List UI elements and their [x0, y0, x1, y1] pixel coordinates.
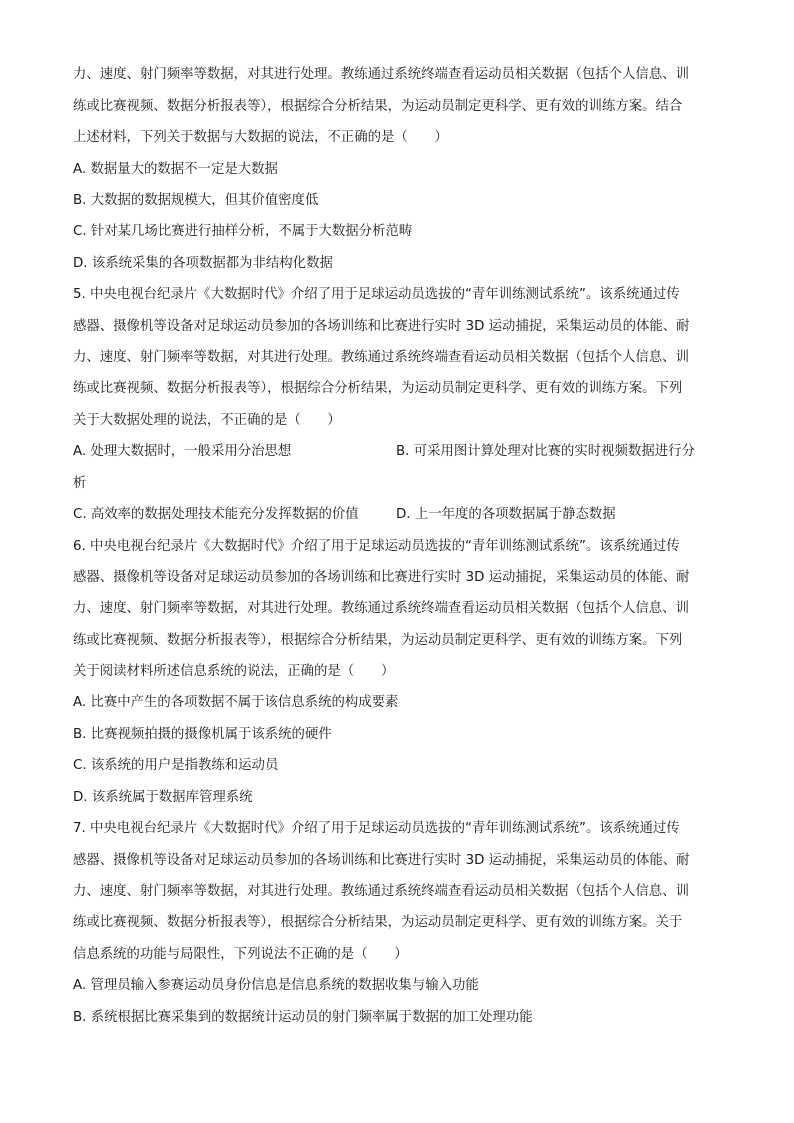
q4-stem-line-3: 上述材料，下列关于数据与大数据的说法，不正确的是（ ） — [73, 130, 448, 145]
q4-option-d: D. 该系统采集的各项数据都为非结构化数据 — [73, 256, 333, 271]
q6-option-c: C. 该系统的用户是指教练和运动员 — [73, 758, 279, 773]
q6-stem-line-5: 关于阅读材料所述信息系统的说法，正确的是（ ） — [73, 664, 395, 679]
q7-stem-line-1: 7. 中央电视台纪录片《大数据时代》介绍了用于足球运动员选拔的“青年训练测试系统”。该系统通过传 — [73, 821, 680, 836]
q7-stem-line-2: 感器、摄像机等设备对足球运动员参加的各场训练和比赛进行实时 3D 运动捕捉，采集运动员的体能、耐 — [73, 853, 690, 868]
q5-stem-line-5: 关于大数据处理的说法，不正确的是（ ） — [73, 413, 341, 428]
q4-option-c: C. 针对某几场比赛进行抽样分析，不属于大数据分析范畴 — [73, 224, 413, 239]
q7-option-a: A. 管理员输入参赛运动员身份信息是信息系统的数据收集与输入功能 — [73, 978, 479, 993]
q6-stem-line-1: 6. 中央电视台纪录片《大数据时代》介绍了用于足球运动员选拔的“青年训练测试系统”。该系统通过传 — [73, 539, 680, 554]
q4-stem-line-1: 力、速度、射门频率等数据，对其进行处理。教练通过系统终端查看运动员相关数据（包括个人信息、训 — [73, 67, 689, 82]
q5-stem-line-2: 感器、摄像机等设备对足球运动员参加的各场训练和比赛进行实时 3D 运动捕捉，采集运动员的体能、耐 — [73, 319, 690, 334]
q5-option-b-wrap: 析 — [73, 476, 87, 491]
q6-stem-line-3: 力、速度、射门频率等数据，对其进行处理。教练通过系统终端查看运动员相关数据（包括个人信息、训 — [73, 601, 689, 616]
q6-option-a: A. 比赛中产生的各项数据不属于该信息系统的构成要素 — [73, 695, 399, 710]
q7-stem-line-5: 信息系统的功能与局限性，下列说法不正确的是（ ） — [73, 947, 408, 962]
q5-stem-line-4: 练或比赛视频、数据分析报表等），根据综合分析结果，为运动员制定更科学、更有效的训练方案。下列 — [73, 381, 683, 396]
q5-option-a: A. 处理大数据时，一般采用分治思想 — [73, 444, 292, 459]
q5-stem-line-3: 力、速度、射门频率等数据，对其进行处理。教练通过系统终端查看运动员相关数据（包括个人信息、训 — [73, 350, 689, 365]
q6-stem-line-4: 练或比赛视频、数据分析报表等），根据综合分析结果，为运动员制定更科学、更有效的训练方案。下列 — [73, 633, 683, 648]
q5-option-b: B. 可采用图计算处理对比赛的实时视频数据进行分 — [396, 444, 695, 459]
q6-stem-line-2: 感器、摄像机等设备对足球运动员参加的各场训练和比赛进行实时 3D 运动捕捉，采集运动员的体能、耐 — [73, 570, 690, 585]
q6-option-d: D. 该系统属于数据库管理系统 — [73, 790, 253, 805]
q4-option-a: A. 数据量大的数据不一定是大数据 — [73, 162, 278, 177]
q5-option-c: C. 高效率的数据处理技术能充分发挥数据的价值 — [73, 507, 359, 522]
q5-stem-line-1: 5. 中央电视台纪录片《大数据时代》介绍了用于足球运动员选拔的“青年训练测试系统”。该系统通过传 — [73, 287, 680, 302]
q5-option-d: D. 上一年度的各项数据属于静态数据 — [396, 507, 616, 522]
q7-stem-line-3: 力、速度、射门频率等数据，对其进行处理。教练通过系统终端查看运动员相关数据（包括个人信息、训 — [73, 884, 689, 899]
q7-option-b: B. 系统根据比赛采集到的数据统计运动员的射门频率属于数据的加工处理功能 — [73, 1010, 533, 1025]
q4-option-b: B. 大数据的数据规模大，但其价值密度低 — [73, 193, 319, 208]
q7-stem-line-4: 练或比赛视频、数据分析报表等），根据综合分析结果，为运动员制定更科学、更有效的训练方案。关于 — [73, 915, 683, 930]
q4-stem-line-2: 练或比赛视频、数据分析报表等），根据综合分析结果，为运动员制定更科学、更有效的训练方案。结合 — [73, 99, 683, 114]
q6-option-b: B. 比赛视频拍摄的摄像机属于该系统的硬件 — [73, 727, 332, 742]
